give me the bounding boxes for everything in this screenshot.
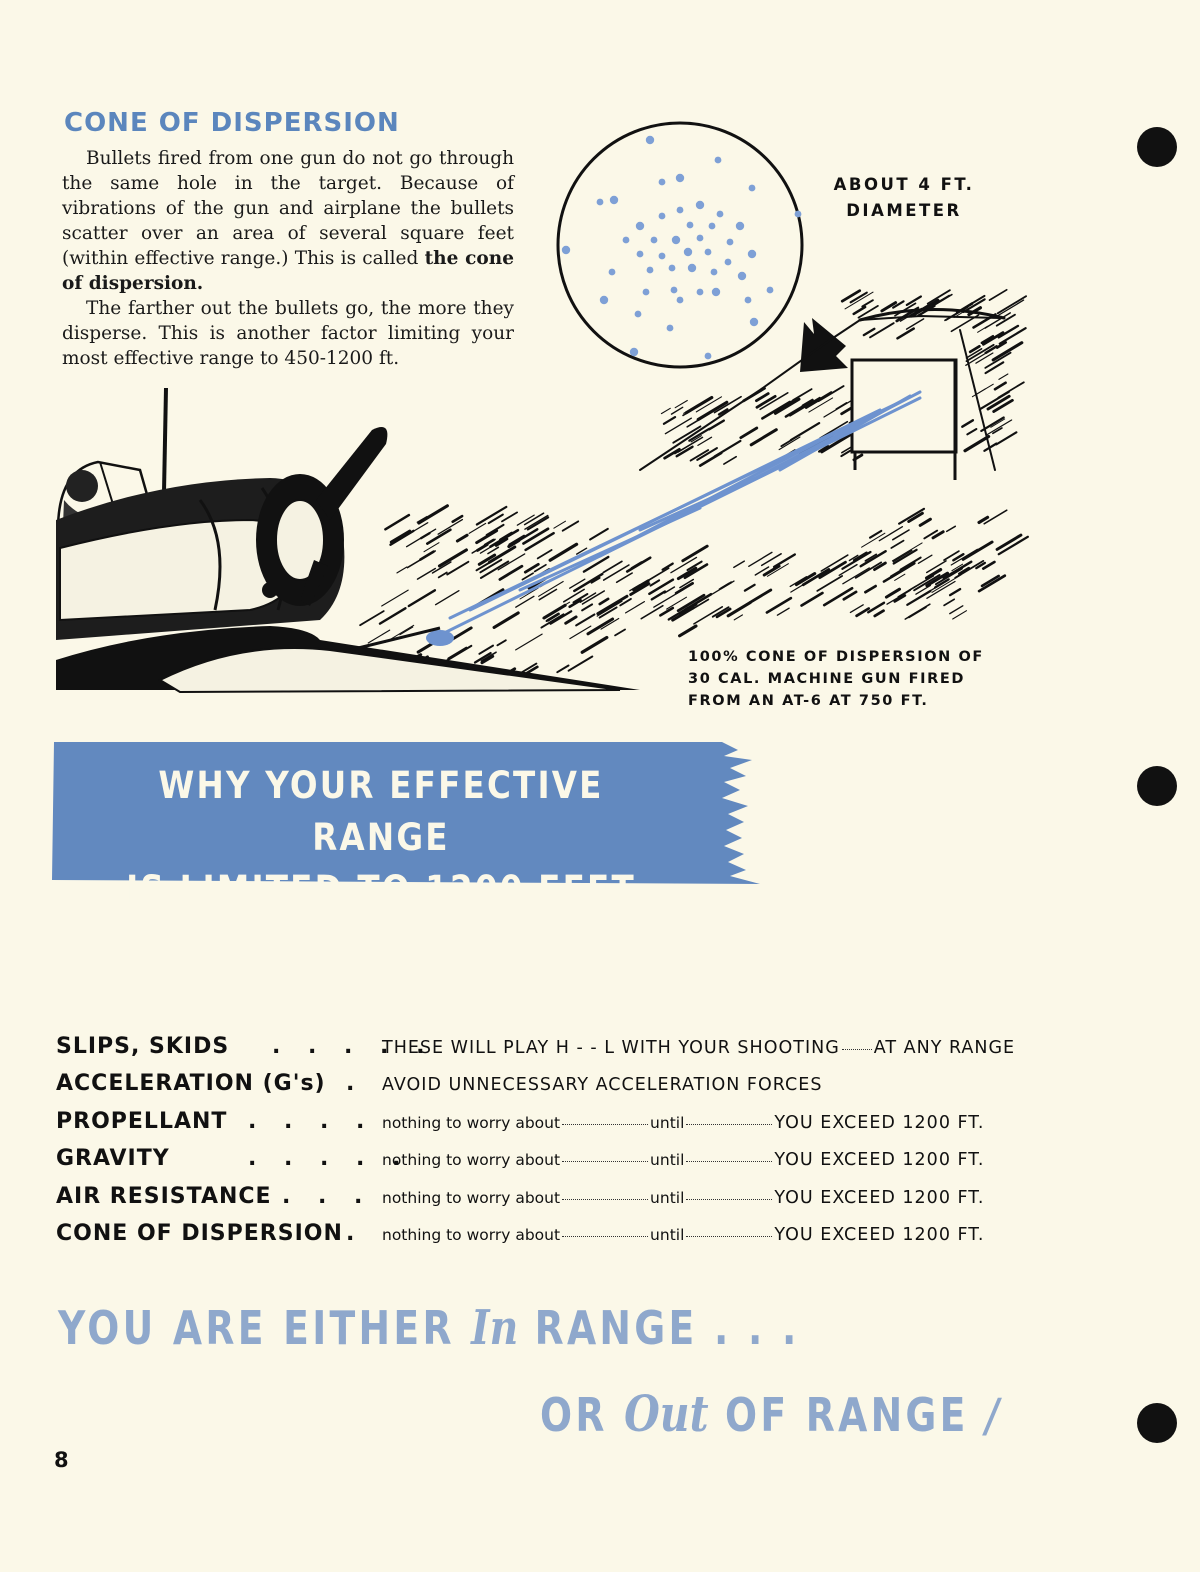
factor-row-propellant (56, 1109, 1016, 1143)
desc-mid: until (650, 1226, 685, 1244)
hatch-stroke (918, 555, 932, 563)
page-number: 8 (54, 1448, 69, 1472)
banner-line2: IS LIMITED TO 1200 FEET (126, 868, 636, 911)
desc-b: AT ANY RANGE (873, 1038, 1016, 1058)
diameter-label-line2: DIAMETER (846, 201, 962, 220)
punch-hole-bottom (1137, 1403, 1177, 1443)
hatch-stroke (898, 329, 914, 339)
section-title: CONE OF DISPERSION (64, 108, 400, 138)
hatch-stroke (907, 319, 924, 329)
hatch-stroke (836, 403, 846, 409)
leader-dots (562, 1160, 648, 1162)
desc-a: nothing to worry about (382, 1114, 561, 1132)
factor-name: PROPELLANT (56, 1109, 228, 1134)
hatch-stroke (909, 607, 926, 617)
hatch-stroke (994, 400, 1013, 411)
desc-mid: until (650, 1189, 685, 1207)
factor-row-cone-of-dispersion (56, 1221, 1016, 1255)
leader-dots (686, 1198, 772, 1200)
hatch-stroke (990, 290, 1007, 300)
factor-description (382, 1188, 984, 1208)
hatch-stroke (963, 542, 992, 559)
slogan-line2 (540, 1384, 999, 1443)
diameter-label-line1: ABOUT 4 FT. (833, 175, 975, 194)
factor-description (382, 1038, 1015, 1058)
factor-dots: . (346, 1071, 365, 1096)
factor-name: GRAVITY (56, 1146, 170, 1171)
hatch-stroke (850, 605, 863, 613)
factor-dots: . . . (282, 1184, 373, 1209)
factor-description (382, 1150, 984, 1170)
hatch-stroke (886, 589, 899, 597)
hatch-stroke (996, 432, 1016, 444)
hatch-stroke (875, 611, 884, 616)
factor-dots: . . . . . (248, 1146, 411, 1171)
desc-mid: until (650, 1114, 685, 1132)
leader-dots (562, 1235, 648, 1237)
hatch-stroke (893, 551, 911, 562)
hatch-stroke (865, 586, 875, 592)
banner-heading (95, 760, 667, 916)
factor-row-acceleration (56, 1071, 1016, 1105)
leader-dots (686, 1160, 772, 1162)
hatch-stroke (993, 343, 1022, 360)
hatch-stroke (845, 292, 873, 309)
hatch-stroke (962, 420, 973, 426)
hatch-stroke (944, 599, 954, 605)
hatch-stroke (879, 527, 902, 541)
leader-dots (686, 1235, 772, 1237)
hatch-stroke (841, 450, 851, 456)
hatch-stroke (802, 593, 823, 606)
paragraph-1-bold: the cone of dispersion. (62, 248, 514, 294)
hatch-stroke (864, 329, 875, 335)
leader-dots (562, 1123, 648, 1125)
hatch-stroke (856, 562, 882, 577)
factor-name: ACCELERATION (G's) (56, 1071, 326, 1096)
factor-row-gravity (56, 1146, 1016, 1180)
desc-a: nothing to worry about (382, 1151, 561, 1169)
hatch-stroke (950, 589, 960, 595)
desc-a: AVOID UNNECESSARY ACCELERATION FORCES (382, 1075, 823, 1095)
factor-row-air-resistance (56, 1184, 1016, 1218)
paragraph-2: The farther out the bullets go, the more they disperse. This is another factor limiting your most effective range to 450-1200 ft. (62, 298, 514, 369)
hatch-stroke (999, 374, 1008, 379)
banner-line1: WHY YOUR EFFECTIVE RANGE (158, 764, 604, 859)
hatch-stroke (920, 519, 930, 525)
slogan-line2-b: OF RANGE (724, 1388, 969, 1442)
factor-row-slips (56, 1034, 1016, 1068)
caption-line2: 30 CAL. MACHINE GUN FIRED (688, 671, 966, 687)
hatch-stroke (965, 437, 989, 451)
desc-a: THESE WILL PLAY H - - L WITH YOUR SHOOTING (382, 1038, 840, 1058)
slogan-line1 (58, 1300, 800, 1356)
desc-b: YOU EXCEED 1200 FT. (774, 1113, 985, 1133)
hatch-stroke (967, 429, 976, 434)
desc-b: YOU EXCEED 1200 FT. (774, 1225, 985, 1245)
hatch-stroke (986, 362, 1004, 373)
hatch-stroke (998, 296, 1026, 313)
slogan-in-script: In (471, 1300, 519, 1356)
slogan-line2-a: OR (540, 1388, 608, 1442)
factor-name: SLIPS, SKIDS (56, 1034, 230, 1059)
hatch-stroke (979, 576, 1005, 591)
desc-a: nothing to worry about (382, 1226, 561, 1244)
factor-description (382, 1113, 984, 1133)
desc-mid: until (650, 1151, 685, 1169)
caption-line1: 100% CONE OF DISPERSION OF (688, 649, 984, 665)
slogan-line1-a: YOU ARE EITHER (58, 1301, 455, 1355)
desc-b: YOU EXCEED 1200 FT. (774, 1188, 985, 1208)
slogan-out-script: Out (624, 1384, 709, 1443)
slogan-line1-b: RANGE . . . (534, 1301, 800, 1355)
hatch-stroke (854, 307, 865, 314)
caption-line3: FROM AN AT-6 AT 750 FT. (688, 693, 929, 709)
factor-name: CONE OF DISPERSION (56, 1221, 343, 1246)
hatch-stroke (994, 300, 1024, 318)
leader-dots (562, 1198, 648, 1200)
desc-a: nothing to worry about (382, 1189, 561, 1207)
factor-description (382, 1075, 822, 1095)
factor-dots: . . . . . (272, 1034, 435, 1059)
factor-dots: . (346, 1221, 365, 1246)
diameter-label (812, 172, 996, 224)
factor-description (382, 1225, 984, 1245)
paragraph-1-text: Bullets fired from one gun do not go through the same hole in the target. Because of vibrations of the gun and airplane the bullets scatter over an area of several square feet (within effective range.) This is called (62, 148, 514, 269)
hatch-stroke (950, 606, 963, 614)
hatch-stroke (891, 541, 903, 548)
hatch-stroke (857, 609, 869, 616)
slogan-line2-end: / (985, 1388, 999, 1442)
leader-dots (686, 1123, 772, 1125)
hatch-stroke (947, 526, 956, 531)
factor-dots: . . . . (248, 1109, 375, 1134)
hatch-stroke (953, 611, 967, 619)
hatch-stroke (901, 558, 921, 570)
desc-b: YOU EXCEED 1200 FT. (774, 1150, 985, 1170)
factor-name: AIR RESISTANCE (56, 1184, 272, 1209)
leader-dots (842, 1048, 872, 1050)
punch-hole-middle (1137, 766, 1177, 806)
hatch-stroke (995, 383, 1006, 389)
hatch-stroke (862, 300, 873, 306)
